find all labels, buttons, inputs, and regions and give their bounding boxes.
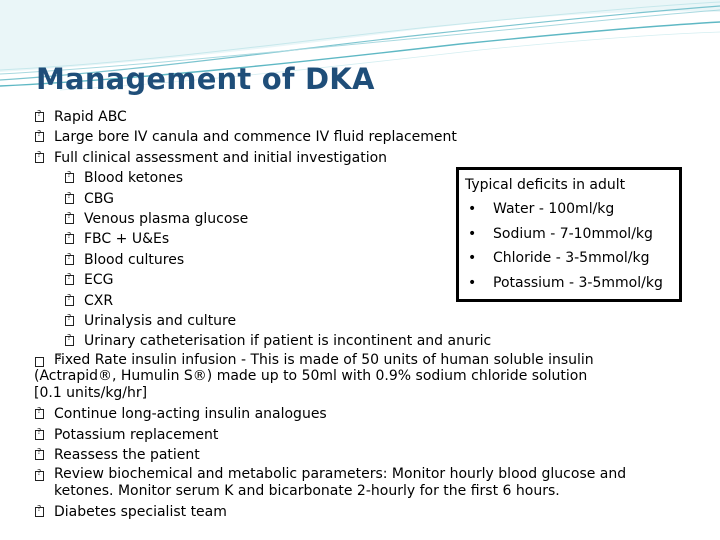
list-item: ? Diabetes specialist team (34, 502, 644, 522)
checkbox-icon (35, 357, 44, 367)
checkbox-icon (65, 336, 74, 346)
bullet-icon: • (468, 250, 477, 267)
list-item: ? Continue long-acting insulin analogues (34, 404, 644, 424)
sub-list-item: ? FBC + U&Es (64, 229, 644, 249)
checkbox-icon (65, 275, 74, 285)
checkbox-icon (65, 316, 74, 326)
checkbox-icon (35, 471, 44, 481)
sub-list-item: ? CBG (64, 189, 644, 209)
checkbox-icon (35, 430, 44, 440)
deficit-item: • Chloride - 3-5mmol/kg (465, 246, 679, 270)
checkbox-icon (65, 214, 74, 224)
checkbox-icon (35, 507, 44, 517)
list-item: ? Full clinical assessment and initial investigation (34, 148, 644, 168)
sub-list-item: ? Venous plasma glucose (64, 209, 644, 229)
slide-title: Management of DKA (36, 62, 375, 96)
checkbox-icon (65, 255, 74, 265)
checkbox-icon (65, 234, 74, 244)
list-item: ? Rapid ABC (34, 107, 644, 127)
deficit-item: • Potassium - 3-5mmol/kg (465, 271, 679, 295)
checkbox-icon (65, 194, 74, 204)
sub-list-item: ? Urinalysis and culture (64, 311, 644, 331)
list-item: ? Reassess the patient (34, 445, 644, 465)
sub-list-item: ? Urinary catheterisation if patient is incontinent and anuric (64, 331, 644, 351)
checkbox-icon (35, 132, 44, 142)
sub-list-item: ? CXR (64, 291, 644, 311)
list-item: ? Fixed Rate insulin infusion - This is made of 50 units of human soluble insulin (Actrapid®, Humulin S®) made up to 50ml with 0.9% sodium chloride solution [0.1 units/kg/hr] (34, 352, 604, 402)
checkbox-icon (35, 153, 44, 163)
checkbox-icon (65, 173, 74, 183)
bullet-icon: • (468, 225, 477, 242)
list-item: ? Potassium replacement (34, 425, 644, 445)
bullet-icon: • (468, 274, 477, 291)
list-item: ? Review biochemical and metabolic parameters: Monitor hourly blood glucose and ketones. Monitor serum K and bicarbonate 2-hourly for the first 6 hours. (34, 466, 634, 500)
sub-list-item: ? Blood ketones (64, 168, 644, 188)
bullet-icon: • (468, 201, 477, 218)
checkbox-icon (35, 409, 44, 419)
checkbox-icon (35, 450, 44, 460)
list-item: ? Large bore IV canula and commence IV fluid replacement (34, 127, 644, 147)
checkbox-icon (65, 296, 74, 306)
sub-list-item: ? Blood cultures (64, 250, 644, 270)
typical-deficits-box (456, 167, 682, 302)
sub-list-item: ? ECG (64, 270, 644, 290)
deficit-item: • Water - 100ml/kg (465, 197, 679, 221)
deficit-item: • Sodium - 7-10mmol/kg (465, 222, 679, 246)
deficits-heading: Typical deficits in adult (465, 177, 626, 193)
checkbox-icon (35, 112, 44, 122)
